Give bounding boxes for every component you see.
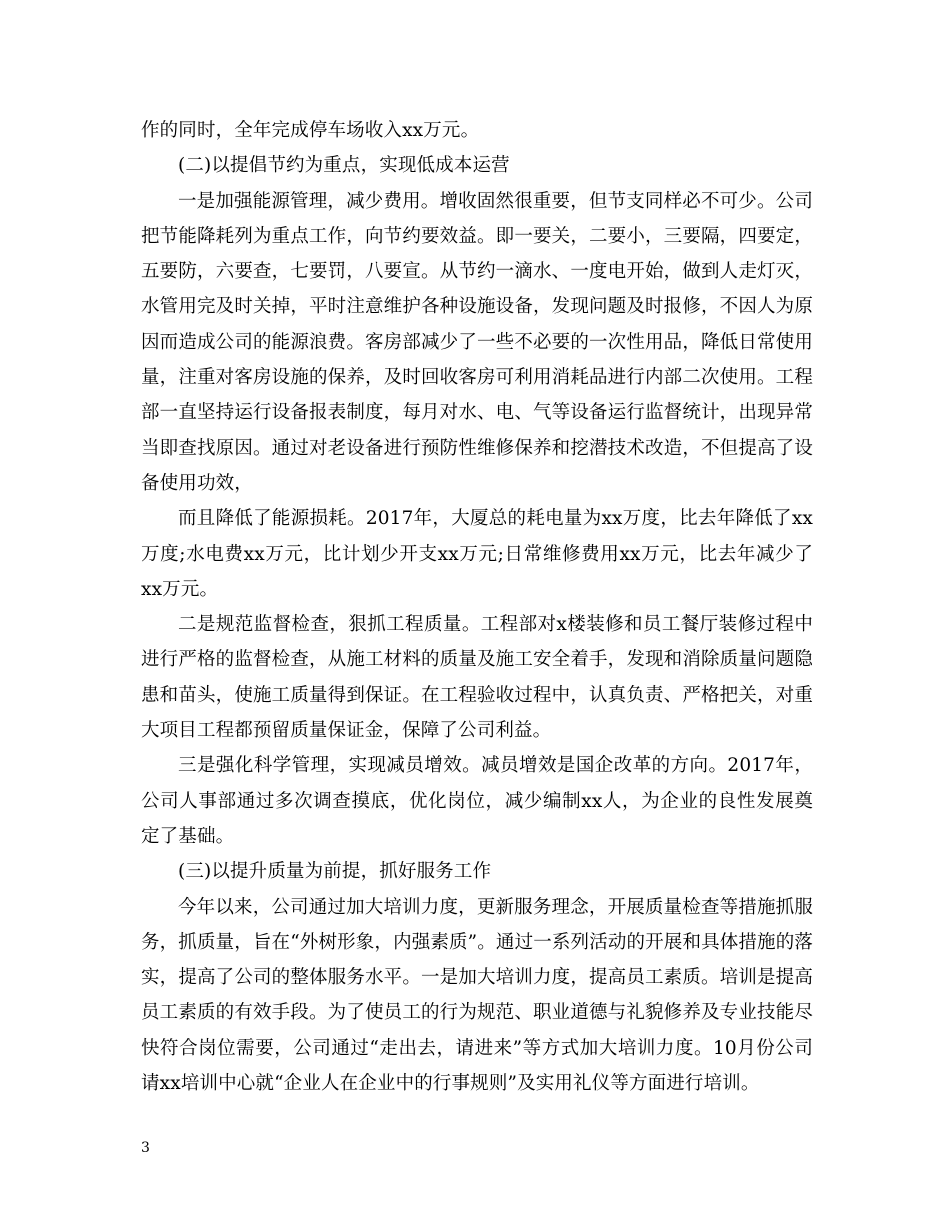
paragraph-energy-figures: 而且降低了能源损耗。2017年，大厦总的耗电量为xx万度，比去年降低了xx万度;水电费xx万元，比计划少开支xx万元;日常维修费用xx万元，比去年减少了xx万元。 — [141, 508, 813, 600]
paragraph-continuation: 作的同时，全年完成停车场收入xx万元。 — [141, 120, 480, 141]
paragraph-service-training: 今年以来，公司通过加大培训力度，更新服务理念，开展质量检查等措施抓服务，抓质量，旨在“外树形象，内强素质”。通过一系列活动的开展和具体措施的落实，提高了公司的整体服务水平。一是加大培训力度，提高员工素质。培训是提高员工素质的有效手段。为了使员工的行为规范、职业道德与礼貌修养及专业技能尽快符合岗位需要，公司通过“走出去，请进来”等方式加大培训力度。10月份公司请xx培训中心就“企业人在企业中的行事规则”及实用礼仪等方面进行培训。 — [141, 896, 813, 1095]
section-heading-3: (三)以提升质量为前提，抓好服务工作 — [178, 861, 492, 883]
page-number: 3 — [141, 1140, 150, 1156]
paragraph-staff-efficiency: 三是强化科学管理，实现减员增效。减员增效是国企改革的方向。2017年，公司人事部通过多次调查摸底，优化岗位，减少编制xx人，为企业的良性发展奠定了基础。 — [141, 755, 813, 847]
paragraph-supervision: 二是规范监督检查，狠抓工程质量。工程部对x楼装修和员工餐厅装修过程中进行严格的监督检查，从施工材料的质量及施工安全着手，发现和消除质量问题隐患和苗头，使施工质量得到保证。在工程验收过程中，认真负责、严格把关，对重大项目工程都预留质量保证金，保障了公司利益。 — [141, 614, 813, 742]
document-body — [141, 113, 813, 1101]
paragraph-energy-management: 一是加强能源管理，减少费用。增收固然很重要，但节支同样必不可少。公司把节能降耗列为重点工作，向节约要效益。即一要关，二要小，三要隔，四要定，五要防，六要查，七要罚，八要宣。从节约一滴水、一度电开始，做到人走灯灭，水管用完及时关掉，平时注意维护各种设施设备，发现问题及时报修，不因人为原因而造成公司的能源浪费。客房部减少了一些不必要的一次性用品，降低日常使用量，注重对客房设施的保养，及时回收客房可利用消耗品进行内部二次使用。工程部一直坚持运行设备报表制度，每月对水、电、气等设备运行监督统计，出现异常当即查找原因。通过对老设备进行预防性维修保养和挖潜技术改造，不但提高了设备使用功效， — [141, 190, 813, 494]
section-heading-2: (二)以提倡节约为重点，实现低成本运营 — [178, 155, 510, 177]
